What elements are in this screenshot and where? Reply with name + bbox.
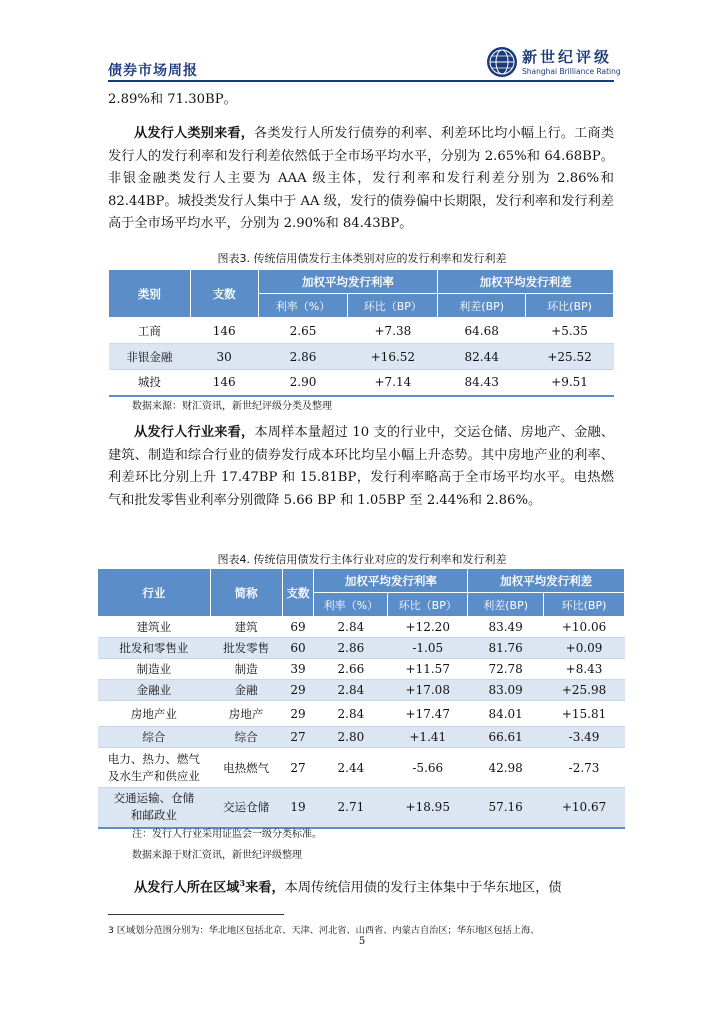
table4-header-spread: 利差(BP) (468, 593, 544, 617)
footnote-divider (108, 914, 284, 915)
table3-header-category: 类别 (109, 270, 191, 318)
table-cell: 82.44 (438, 344, 526, 370)
table4-header-spread-change: 环比(BP) (544, 593, 625, 617)
table4-header-short-name: 简称 (210, 569, 282, 617)
table-cell: -3.49 (544, 727, 625, 748)
table-cell: 制造业 (98, 659, 211, 680)
table-row (109, 318, 614, 344)
table4 (97, 568, 625, 829)
table-cell: +11.57 (388, 659, 468, 680)
footnote-text: 3 区域划分范围分别为：华北地区包括北京、天津、河北省、山西省、内蒙古自治区；华东地区包括上海、 (108, 925, 540, 936)
table3-header-rate-group: 加权平均发行利率 (258, 270, 438, 294)
table-cell: 64.68 (438, 318, 526, 344)
table-cell: -1.05 (388, 638, 468, 659)
table-cell: 84.43 (438, 370, 526, 396)
table-cell: 金融 (210, 680, 282, 701)
table-cell: +8.43 (544, 659, 625, 680)
paragraph-issuer-industry (108, 422, 614, 512)
table-cell: 27 (282, 727, 314, 748)
table-cell: +0.09 (544, 638, 625, 659)
table-cell: 2.84 (314, 680, 388, 701)
table-row (98, 748, 625, 788)
cell-line: 及水生产和供应业 (107, 768, 200, 783)
table-cell: 金融业 (98, 680, 211, 701)
page-number: 5 (358, 936, 366, 947)
table-cell: 2.65 (258, 318, 348, 344)
table3-header-spread-group: 加权平均发行利差 (438, 270, 614, 294)
paragraph-lead: 从发行人所在区域 (134, 880, 240, 896)
table-cell: -5.66 (388, 748, 468, 788)
table-cell: 146 (190, 318, 258, 344)
table-cell: +12.20 (388, 617, 468, 638)
table4-caption: 图表4. 传统信用债发行主体行业对应的发行利率和发行利差 (217, 553, 507, 566)
table-cell: +1.41 (388, 727, 468, 748)
table-cell: 30 (190, 344, 258, 370)
table-cell: 146 (190, 370, 258, 396)
table-cell: +10.06 (544, 617, 625, 638)
table3-caption: 图表3. 传统信用债发行主体类别对应的发行利率和发行利差 (217, 252, 507, 265)
table3-header-spread: 利差(BP) (438, 294, 526, 318)
table-cell: 建筑 (210, 617, 282, 638)
table-row (109, 370, 614, 396)
table-cell: 83.49 (468, 617, 544, 638)
table-cell: 综合 (210, 727, 282, 748)
table4-header-spread-group: 加权平均发行利差 (468, 569, 625, 593)
table-cell: +10.67 (544, 788, 625, 828)
table-row (98, 788, 625, 828)
table-cell: +18.95 (388, 788, 468, 828)
table-cell: 57.16 (468, 788, 544, 828)
table4-header-rate-change: 环比（BP） (388, 593, 468, 617)
table-cell: 房地产 (210, 701, 282, 727)
logo-english-name: Shanghai Brilliance Rating (522, 67, 621, 76)
paragraph-lead: 从发行人类别来看， (134, 126, 255, 141)
table-cell: +7.14 (348, 370, 438, 396)
table4-source: 数据来源于财汇资讯，新世纪评级整理 (132, 850, 302, 861)
table-row (98, 659, 625, 680)
table-cell: +17.08 (388, 680, 468, 701)
table-cell: 81.76 (468, 638, 544, 659)
paragraph-issuer-type (108, 123, 614, 236)
table-cell: 84.01 (468, 701, 544, 727)
table-cell: +17.47 (388, 701, 468, 727)
table-cell: 2.84 (314, 701, 388, 727)
table-cell: 72.78 (468, 659, 544, 680)
globe-emblem-icon (486, 46, 518, 78)
company-logo (486, 44, 621, 84)
table3-header-rate-change: 环比（BP） (348, 294, 438, 318)
table-row (98, 638, 625, 659)
paragraph-lead: 来看， (245, 880, 285, 896)
table-cell: 批发和零售业 (98, 638, 211, 659)
table-cell: 2.86 (258, 344, 348, 370)
table-row (98, 617, 625, 638)
table4-header-rate-group: 加权平均发行利率 (314, 569, 468, 593)
paragraph-lead: 从发行人行业来看， (134, 425, 255, 440)
table-cell: 66.61 (468, 727, 544, 748)
header-divider (108, 80, 614, 82)
paragraph-issuer-region (108, 872, 614, 900)
table-cell: 2.44 (314, 748, 388, 788)
paragraph-continuation (108, 89, 614, 112)
table3 (108, 269, 614, 397)
table-cell: +25.52 (526, 344, 614, 370)
logo-chinese-name: 新世纪评级 (522, 48, 613, 66)
table3-header-rate: 利率（%） (258, 294, 348, 318)
table-cell: 19 (282, 788, 314, 828)
table-cell: 2.80 (314, 727, 388, 748)
table-cell: +15.81 (544, 701, 625, 727)
table-cell: -2.73 (544, 748, 625, 788)
table3-header-spread-change: 环比(BP) (526, 294, 614, 318)
table4-header-industry: 行业 (98, 569, 211, 617)
cell-line: 交通运输、仓储 (113, 791, 195, 806)
table-cell: 2.71 (314, 788, 388, 828)
table-cell (98, 788, 211, 828)
table-cell: 建筑业 (98, 617, 211, 638)
table-cell: 房地产业 (98, 701, 211, 727)
table-cell: 60 (282, 638, 314, 659)
table-cell: 综合 (98, 727, 211, 748)
table-cell: +16.52 (348, 344, 438, 370)
table-cell: 83.09 (468, 680, 544, 701)
table-cell: 29 (282, 701, 314, 727)
table-cell: 城投 (109, 370, 191, 396)
table-cell: +5.35 (526, 318, 614, 344)
table-row (109, 344, 614, 370)
table-cell: 2.86 (314, 638, 388, 659)
table-cell: +7.38 (348, 318, 438, 344)
table-cell: 制造 (210, 659, 282, 680)
paragraph-text: 各类发行人所发行债券的利率、利差环比均小幅上行。工商类发行人的发行利率和发行利差依然低于全市场平均水平，分别为 2.65%和 64.68BP。非银金融类发行人主要为 AAA 级主体，发行利率和发行利差分别为 2.86%和 82.44BP。城投类发行人集中于 AA 级，发行的债券偏中长期限，发行利率和发行利差高于全市场平均水平，分别为 2.90%和 84.43BP。 (108, 126, 615, 232)
table3-header-count: 支数 (190, 270, 258, 318)
table-cell: 39 (282, 659, 314, 680)
table-cell: 批发零售 (210, 638, 282, 659)
table-cell: 电热燃气 (210, 748, 282, 788)
cell-line: 电力、热力、燃气 (107, 751, 200, 766)
footnote-marker: 3 (239, 878, 246, 888)
table-cell: 29 (282, 680, 314, 701)
table-cell (98, 748, 211, 788)
table-row (98, 701, 625, 727)
table-cell: 69 (282, 617, 314, 638)
table-cell: 工商 (109, 318, 191, 344)
paragraph-text: 2.89%和 71.30BP。 (108, 92, 237, 107)
table-cell: 27 (282, 748, 314, 788)
cell-line: 和邮政业 (130, 808, 177, 823)
table-cell: +25.98 (544, 680, 625, 701)
report-title: 债券市场周报 (108, 63, 198, 79)
table-cell: 2.66 (314, 659, 388, 680)
table-cell: 42.98 (468, 748, 544, 788)
table-cell: 2.84 (314, 617, 388, 638)
table-cell: +9.51 (526, 370, 614, 396)
table-cell: 2.90 (258, 370, 348, 396)
table-cell: 非银金融 (109, 344, 191, 370)
paragraph-text: 本周样本量超过 10 支的行业中，交运仓储、房地产、金融、建筑、制造和综合行业的债券发行成本环比均呈小幅上升态势。其中房地产业的利率、利差环比分别上升 17.47BP 和 15.81BP，发行利率略高于全市场平均水平。电热燃气和批发零售业利率分别微降 5.66 BP 和 1.05BP 至 2.44%和 2.86%。 (108, 425, 615, 508)
table4-note: 注：发行人行业采用证监会一级分类标准。 (132, 829, 322, 840)
table-cell: 交运仓储 (210, 788, 282, 828)
table4-header-rate: 利率（%） (314, 593, 388, 617)
paragraph-text: 本周传统信用债的发行主体集中于华东地区，债 (284, 880, 562, 896)
table4-header-count: 支数 (282, 569, 314, 617)
table-row (98, 680, 625, 701)
table-row (98, 727, 625, 748)
table3-source: 数据来源：财汇资讯，新世纪评级分类及整理 (132, 401, 332, 412)
